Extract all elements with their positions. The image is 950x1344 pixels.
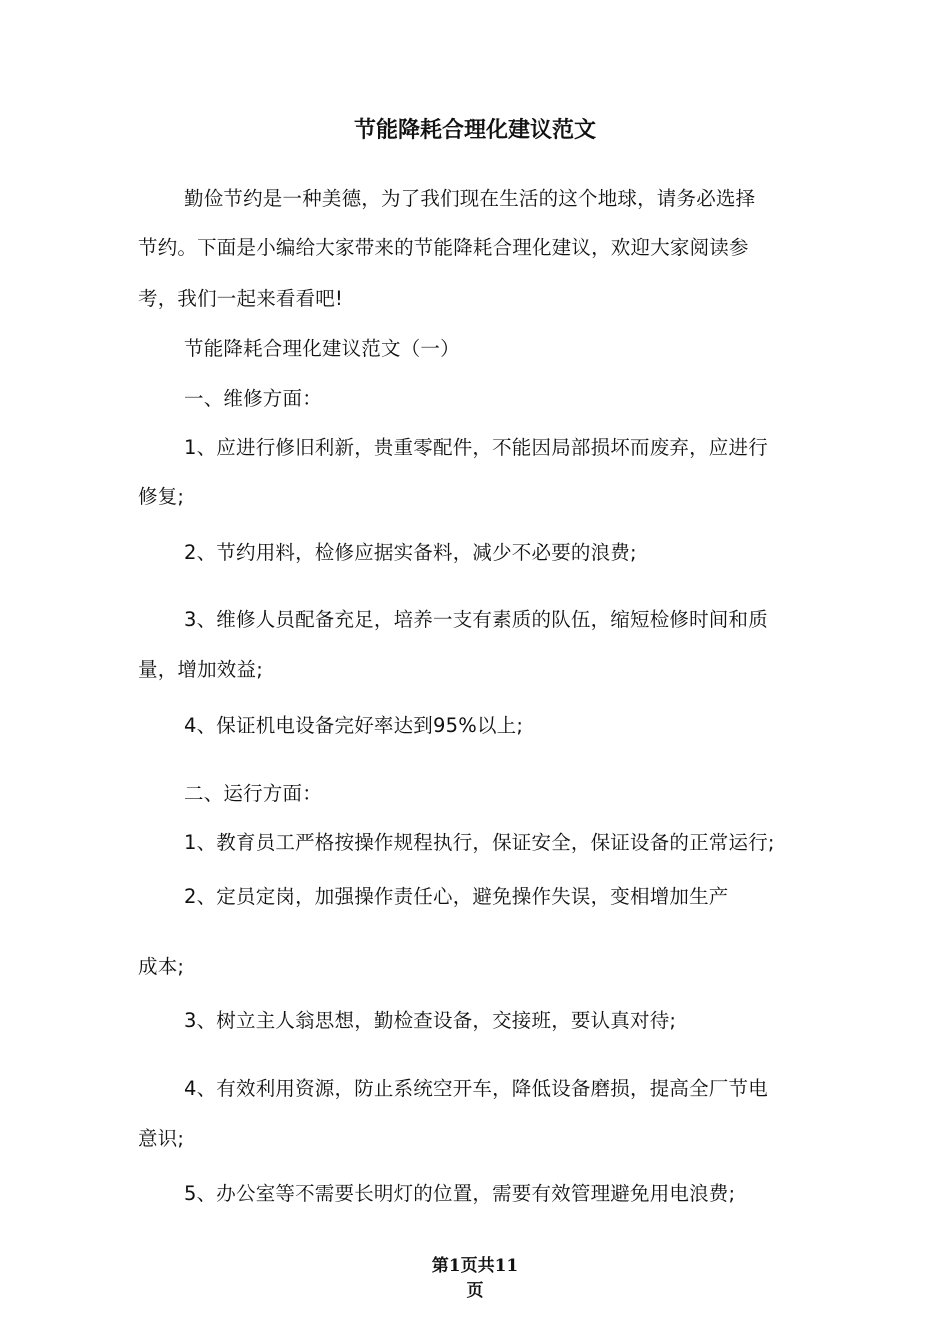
paragraph-line: 3、树立主人翁思想，勤检查设备，交接班，要认真对待; — [184, 1009, 677, 1032]
subsection-heading-operation: 二、运行方面： — [184, 782, 322, 805]
paragraph-line: 意识; — [138, 1127, 185, 1150]
subsection-heading-maintenance: 一、维修方面： — [184, 387, 322, 410]
intro-line-1: 勤俭节约是一种美德，为了我们现在生活的这个地球，请务必选择 — [184, 187, 756, 210]
paragraph-line: 修复; — [138, 485, 185, 508]
intro-line-3: 考，我们一起来看看吧! — [138, 287, 344, 310]
paragraph-line: 2、节约用料，检修应据实备料，减少不必要的浪费; — [184, 541, 637, 564]
paragraph-line: 4、有效利用资源，防止系统空开车，降低设备磨损，提高全厂节电 — [184, 1077, 768, 1100]
paragraph-line: 量，增加效益; — [138, 658, 263, 681]
paragraph-line: 5、办公室等不需要长明灯的位置，需要有效管理避免用电浪费; — [184, 1182, 736, 1205]
document-title: 节能降耗合理化建议范文 — [353, 118, 596, 143]
paragraph-line: 1、应进行修旧利新，贵重零配件，不能因局部损坏而废弃，应进行 — [184, 436, 768, 459]
paragraph-line: 2、定员定岗，加强操作责任心，避免操作失误，变相增加生产 — [184, 885, 729, 908]
paragraph-line: 4、保证机电设备完好率达到95%以上; — [184, 714, 524, 737]
intro-line-2: 节约。下面是小编给大家带来的节能降耗合理化建议，欢迎大家阅读参 — [138, 236, 749, 259]
paragraph-line: 3、维修人员配备充足，培养一支有素质的队伍，缩短检修时间和质 — [184, 608, 768, 631]
paragraph-line: 成本; — [138, 955, 185, 978]
page-number-line-1: 第1页共11 — [431, 1256, 519, 1276]
page-number-line-2: 页 — [466, 1281, 484, 1301]
paragraph-line: 1、教育员工严格按操作规程执行，保证安全，保证设备的正常运行; — [184, 831, 775, 854]
section-heading-1: 节能降耗合理化建议范文（一） — [184, 337, 460, 360]
